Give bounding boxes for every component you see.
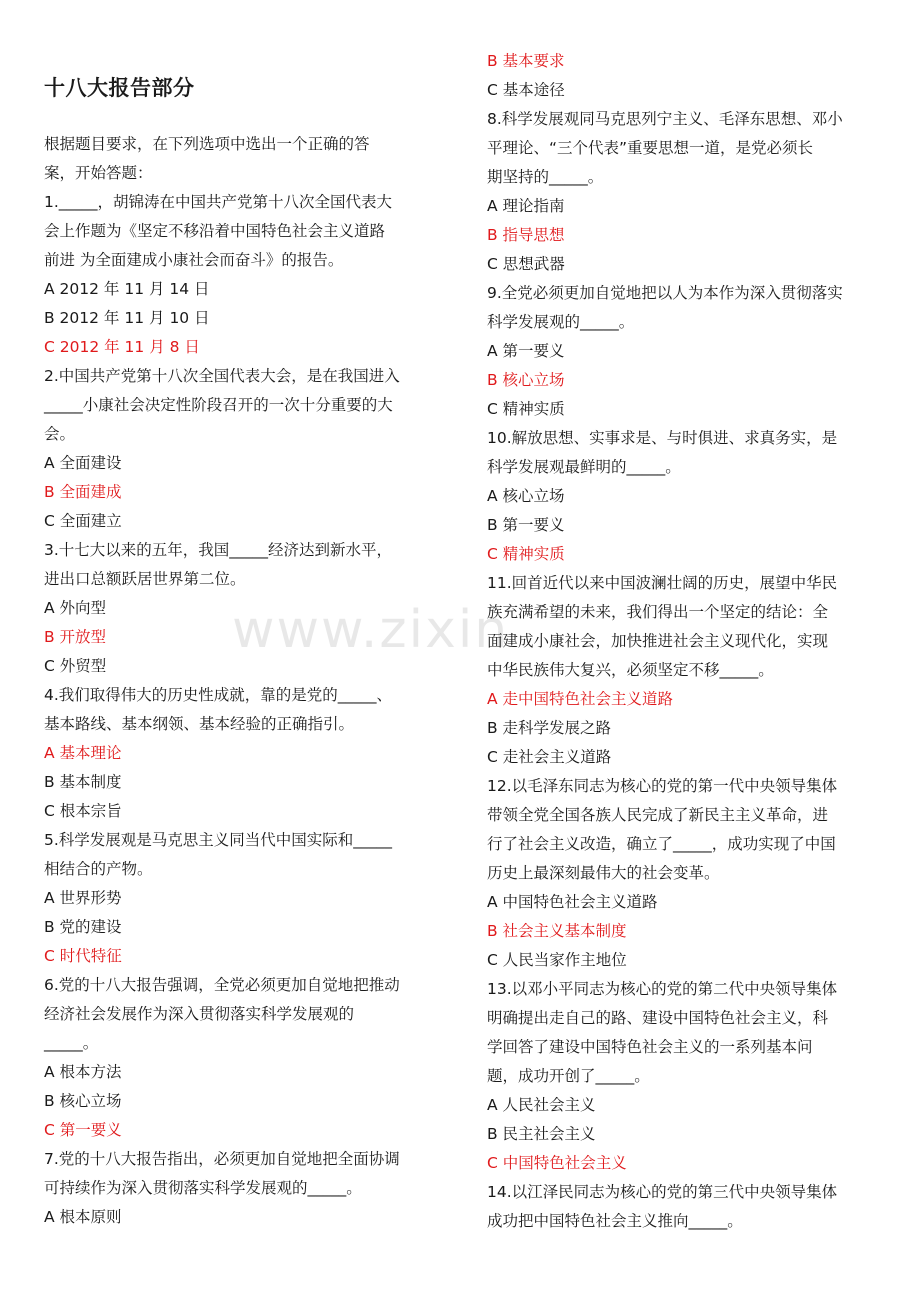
text-line: 7.党的十八大报告指出，必须更加自觉地把全面协调 xyxy=(44,1150,400,1168)
text-line: 成功把中国特色社会主义推向_____。 xyxy=(487,1212,743,1230)
text-line: 中华民族伟大复兴，必须坚定不移_____。 xyxy=(487,661,774,679)
text-line: 会上作题为《坚定不移沿着中国特色社会主义道路 xyxy=(44,222,386,240)
correct-answer-line: C 中国特色社会主义 xyxy=(487,1154,627,1172)
text-line: C 人民当家作主地位 xyxy=(487,951,627,969)
text-line: B 走科学发展之路 xyxy=(487,719,612,737)
page-title: 十八大报告部分 xyxy=(44,76,195,100)
text-line: 8.科学发展观同马克思列宁主义、毛泽东思想、邓小 xyxy=(487,110,843,128)
text-line: 14.以江泽民同志为核心的党的第三代中央领导集体 xyxy=(487,1183,838,1201)
text-line: 3.十七大以来的五年，我国_____经济达到新水平， xyxy=(44,541,393,559)
correct-answer-line: C 时代特征 xyxy=(44,947,122,965)
correct-answer-line: B 指导思想 xyxy=(487,226,565,244)
text-line: 前进 为全面建成小康社会而奋斗》的报告。 xyxy=(44,251,344,269)
text-line: 4.我们取得伟大的历史性成就，靠的是党的_____、 xyxy=(44,686,393,704)
correct-answer-line: B 开放型 xyxy=(44,628,107,646)
text-line: A 人民社会主义 xyxy=(487,1096,596,1114)
text-line: A 2012 年 11 月 14 日 xyxy=(44,280,210,298)
text-line: C 思想武器 xyxy=(487,255,565,273)
text-line: C 根本宗旨 xyxy=(44,802,122,820)
text-line: 10.解放思想、实事求是、与时俱进、求真务实，是 xyxy=(487,429,838,447)
correct-answer-line: C 精神实质 xyxy=(487,545,565,563)
text-line: 可持续作为深入贯彻落实科学发展观的_____。 xyxy=(44,1179,362,1197)
text-line: 面建成小康社会，加快推进社会主义现代化，实现 xyxy=(487,632,829,650)
text-line: 5.科学发展观是马克思主义同当代中国实际和_____ xyxy=(44,831,393,849)
text-line: 进出口总额跃居世界第二位。 xyxy=(44,570,246,588)
text-line: 学回答了建设中国特色社会主义的一系列基本问 xyxy=(487,1038,813,1056)
text-line: 13.以邓小平同志为核心的党的第二代中央领导集体 xyxy=(487,980,838,998)
text-line: 经济社会发展作为深入贯彻落实科学发展观的 xyxy=(44,1005,355,1023)
text-line: 12.以毛泽东同志为核心的党的第一代中央领导集体 xyxy=(487,777,838,795)
text-line: 6.党的十八大报告强调，全党必须更加自觉地把推动 xyxy=(44,976,400,994)
text-line: B 民主社会主义 xyxy=(487,1125,596,1143)
correct-answer-line: C 第一要义 xyxy=(44,1121,122,1139)
text-line: 11.回首近代以来中国波澜壮阔的历史，展望中华民 xyxy=(487,574,838,592)
text-line: 1._____，胡锦涛在中国共产党第十八次全国代表大 xyxy=(44,193,393,211)
text-line: _____小康社会决定性阶段召开的一次十分重要的大 xyxy=(44,396,393,414)
text-line: 科学发展观的_____。 xyxy=(487,313,635,331)
text-line: C 走社会主义道路 xyxy=(487,748,612,766)
text-line: A 世界形势 xyxy=(44,889,122,907)
text-line: B 2012 年 11 月 10 日 xyxy=(44,309,210,327)
text-line: 平理论、“三个代表”重要思想一道，是党必须长 xyxy=(487,139,814,157)
text-line: C 外贸型 xyxy=(44,657,107,675)
text-line: C 基本途径 xyxy=(487,81,565,99)
correct-answer-line: B 核心立场 xyxy=(487,371,565,389)
text-line: 基本路线、基本纲领、基本经验的正确指引。 xyxy=(44,715,355,733)
text-line: 族充满希望的未来，我们得出一个坚定的结论：全 xyxy=(487,603,829,621)
text-line: 题，成功开创了_____。 xyxy=(487,1067,650,1085)
text-line: B 基本制度 xyxy=(44,773,122,791)
text-line: B 核心立场 xyxy=(44,1092,122,1110)
text-line: 期坚持的_____。 xyxy=(487,168,604,186)
text-line: A 理论指南 xyxy=(487,197,565,215)
text-line: A 核心立场 xyxy=(487,487,565,505)
text-line: 案，开始答题： xyxy=(44,164,153,182)
watermark: www.zixin xyxy=(232,600,510,660)
text-line: 历史上最深刻最伟大的社会变革。 xyxy=(487,864,720,882)
text-line: 相结合的产物。 xyxy=(44,860,153,878)
correct-answer-line: B 基本要求 xyxy=(487,52,565,70)
text-line: 9.全党必须更加自觉地把以人为本作为深入贯彻落实 xyxy=(487,284,843,302)
text-line: C 精神实质 xyxy=(487,400,565,418)
text-line: A 外向型 xyxy=(44,599,107,617)
text-line: A 中国特色社会主义道路 xyxy=(487,893,658,911)
correct-answer-line: A 走中国特色社会主义道路 xyxy=(487,690,674,708)
text-line: 2.中国共产党第十八次全国代表大会，是在我国进入 xyxy=(44,367,400,385)
correct-answer-line: B 社会主义基本制度 xyxy=(487,922,627,940)
text-line: 根据题目要求，在下列选项中选出一个正确的答 xyxy=(44,135,370,153)
text-line: _____。 xyxy=(44,1034,99,1052)
text-line: 科学发展观最鲜明的_____。 xyxy=(487,458,681,476)
text-line: A 根本原则 xyxy=(44,1208,122,1226)
text-line: 会。 xyxy=(44,425,76,443)
text-line: C 全面建立 xyxy=(44,512,122,530)
correct-answer-line: B 全面建成 xyxy=(44,483,122,501)
text-line: 带领全党全国各族人民完成了新民主主义革命，进 xyxy=(487,806,829,824)
text-line: 明确提出走自己的路、建设中国特色社会主义，科 xyxy=(487,1009,829,1027)
text-line: B 第一要义 xyxy=(487,516,565,534)
right-column xyxy=(487,47,879,1236)
correct-answer-line: C 2012 年 11 月 8 日 xyxy=(44,338,200,356)
text-line: B 党的建设 xyxy=(44,918,122,936)
text-line: A 第一要义 xyxy=(487,342,565,360)
text-line: A 根本方法 xyxy=(44,1063,122,1081)
correct-answer-line: A 基本理论 xyxy=(44,744,122,762)
text-line: A 全面建设 xyxy=(44,454,122,472)
text-line: 行了社会主义改造，确立了_____，成功实现了中国 xyxy=(487,835,836,853)
left-column xyxy=(44,130,439,1232)
